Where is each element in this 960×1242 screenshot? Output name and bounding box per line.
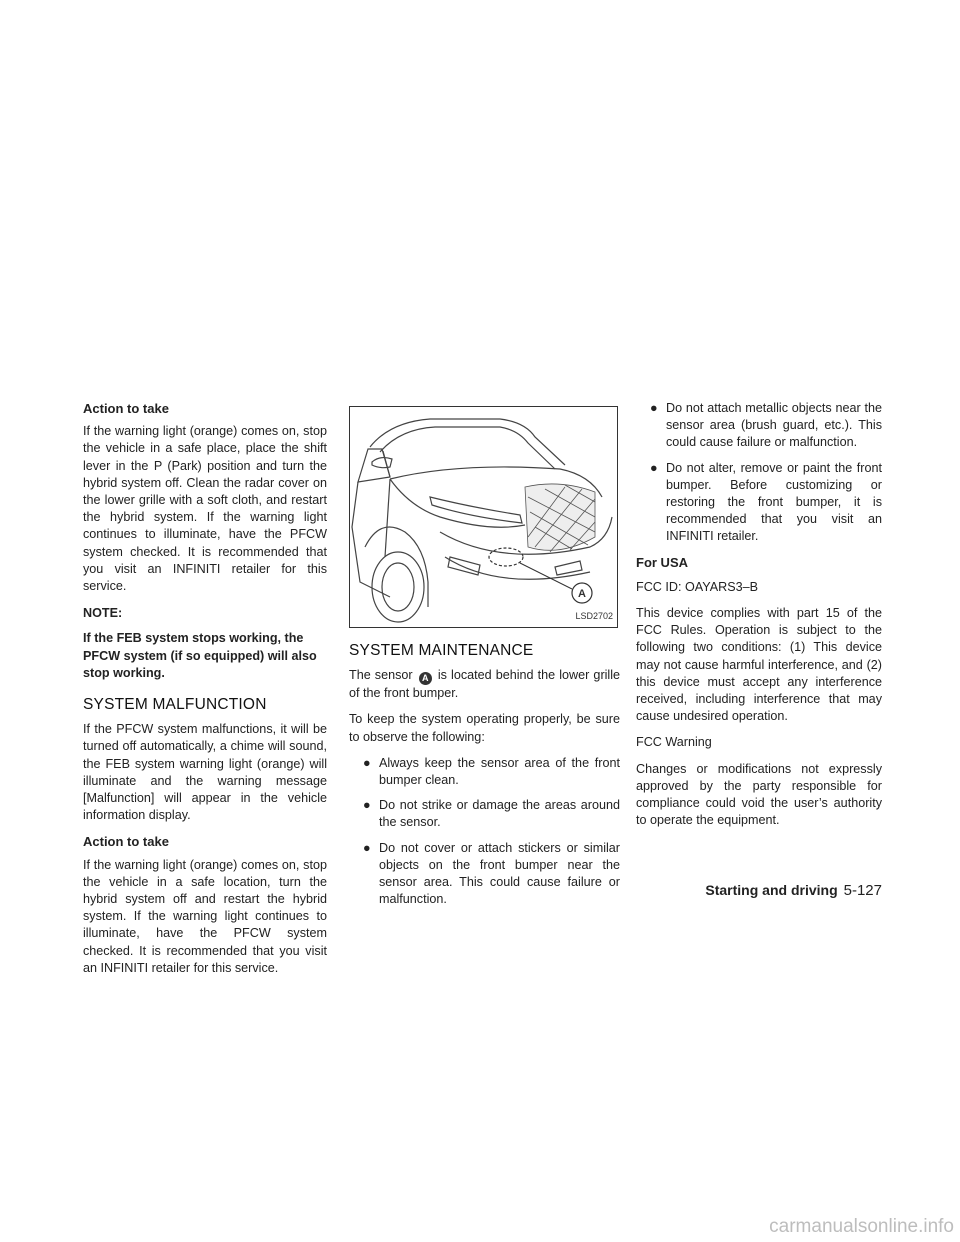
list-item: ● Do not alter, remove or paint the front bumper. Before customizing or restoring the front bumper, it is recommended that you visit an INFINITI retailer. [650, 460, 882, 544]
paragraph: If the warning light (orange) comes on, stop the vehicle in a safe place, place the shift lever in the P (Park) position and turn the hybrid system off. Clean the radar cover on the lower grille with a soft cloth, and restart the hybrid system. If the warning light continues to illuminate, have the PFCW system checked. It is recommended that you visit an INFINITI retailer for this service. [83, 424, 327, 594]
bullet-icon: ● [363, 840, 371, 855]
sensor-paragraph [349, 667, 620, 702]
maintenance-list-continued [636, 400, 882, 546]
bullet-icon: ● [650, 460, 658, 475]
fcc-id: FCC ID: OAYARS3–B [636, 579, 759, 594]
watermark: carmanualsonline.info [769, 1216, 954, 1237]
section-title-maintenance: SYSTEM MAINTENANCE [349, 642, 534, 659]
column-middle [349, 406, 620, 916]
vehicle-figure [349, 406, 618, 628]
figure-callout-label: A [578, 588, 586, 600]
vehicle-illustration [350, 407, 617, 627]
paragraph: This device complies with part 15 of the FCC Rules. Operation is subject to the following two conditions: (1) This device may not cause harmful interference, and (2) this device must accept any interference received, including interference that may cause undesired operation. [636, 606, 882, 724]
subheading-action-to-take: Action to take [83, 834, 169, 850]
footer-section-title: Starting and driving [705, 882, 838, 898]
bullet-icon: ● [363, 755, 371, 770]
column-right [636, 400, 882, 838]
list-item: ● Always keep the sensor area of the front bumper clean. [363, 755, 620, 788]
list-item: ● Do not strike or damage the areas around the sensor. [363, 798, 620, 830]
list-item: ● Do not cover or attach stickers or similar objects on the front bumper near the sensor area. This could cause failure or malfunction. [363, 840, 620, 907]
maintenance-list [349, 755, 620, 909]
figure-code: LSD2702 [575, 610, 613, 621]
paragraph: To keep the system operating properly, be sure to observe the following: [349, 712, 620, 744]
paragraph: Changes or modifications not expressly approved by the party responsible for compliance could void the user’s authority to operate the equipment. [636, 761, 882, 828]
callout-a-badge: A [419, 672, 432, 685]
sensor-text-post: is located behind the lower grille of the front bumper. [349, 668, 621, 701]
note-text: If the FEB system stops working, the PFCW system (if so equipped) will also stop working. [83, 631, 317, 680]
column-left [83, 400, 327, 986]
subheading-action-to-take: Action to take [83, 401, 169, 416]
bullet-icon: ● [363, 798, 371, 813]
note-label: NOTE: [83, 606, 123, 621]
fcc-warning-label: FCC Warning [636, 735, 712, 750]
page-footer [705, 882, 882, 899]
paragraph: If the PFCW system malfunctions, it will be turned off automatically, a chime will sound, the FEB system warning light (orange) will illuminate and the warning message [Malfunction] will appear in the vehicle information display. [83, 722, 327, 823]
subheading-for-usa: For USA [636, 554, 688, 570]
page-number: 5-127 [843, 882, 882, 899]
section-title-malfunction: SYSTEM MALFUNCTION [83, 696, 267, 714]
sensor-text-pre: The sensor [349, 668, 413, 683]
list-item: ● Do not attach metallic objects near the sensor area (brush guard, etc.). This could cause failure or malfunction. [650, 401, 882, 450]
bullet-icon: ● [650, 401, 658, 415]
paragraph: If the warning light (orange) comes on, stop the vehicle in a safe location, turn the hybrid system off and restart the hybrid system. If the warning light continues to illuminate, have the PFCW system checked. It is recommended that you visit an INFINITI retailer for this service. [83, 857, 327, 975]
